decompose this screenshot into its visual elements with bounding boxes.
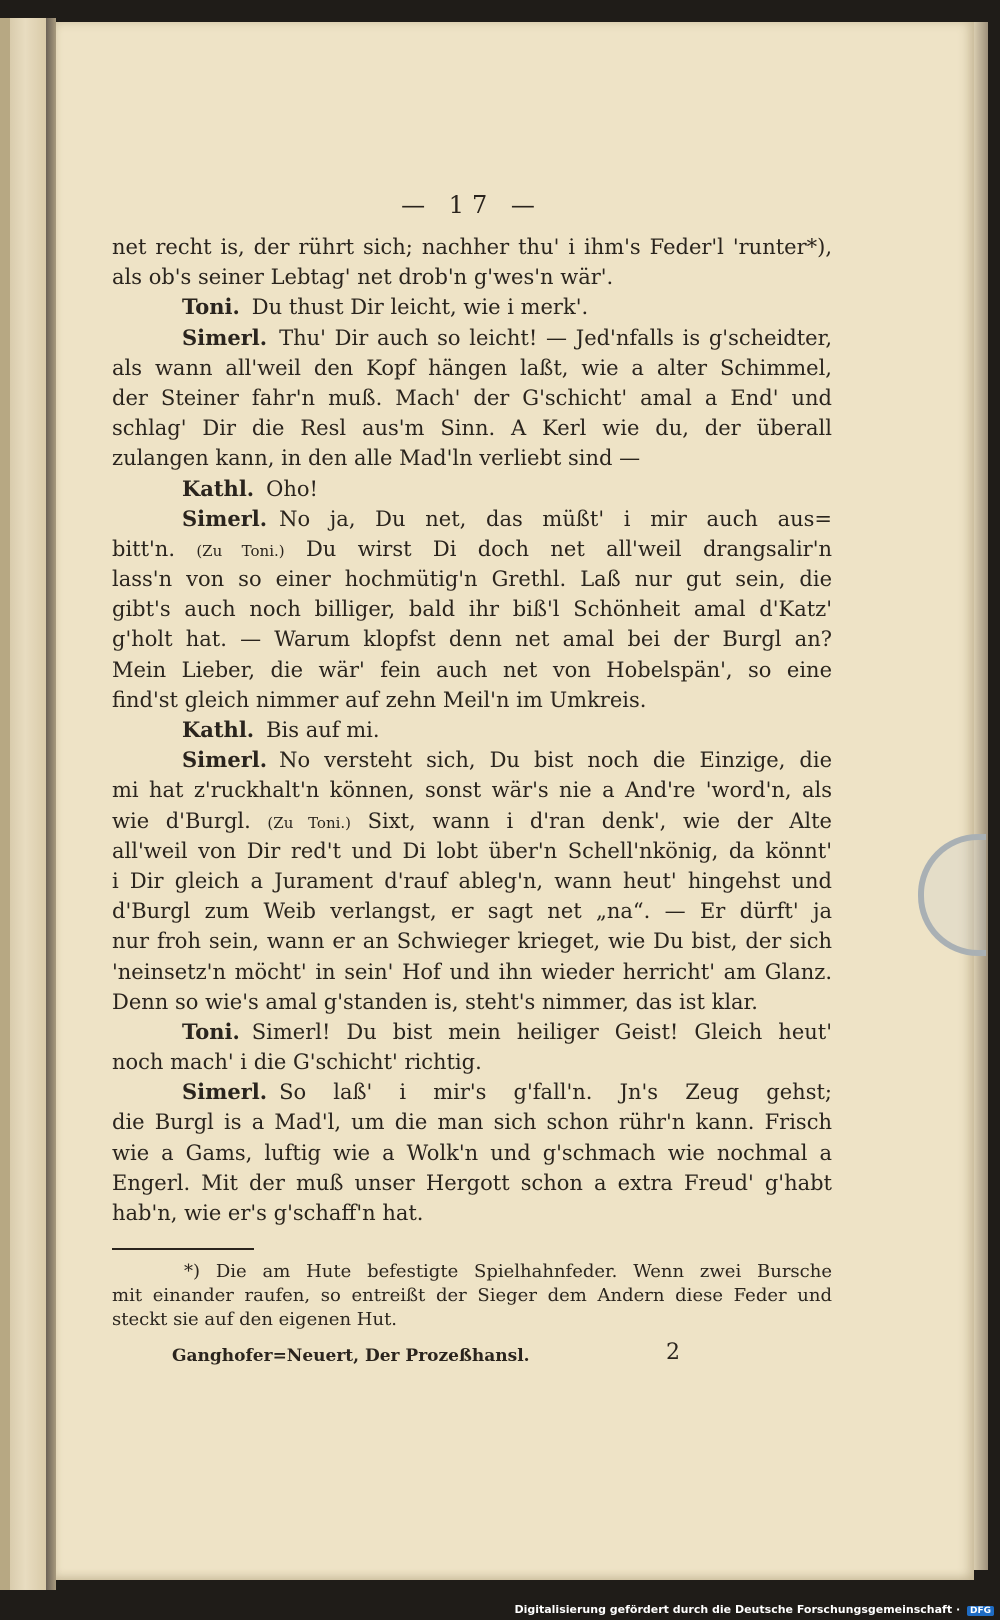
- text-line: [112, 292, 832, 322]
- text-line: [112, 594, 832, 624]
- text-line: [112, 775, 832, 805]
- line-text: d'Burgl zum Weib verlangst, er sagt net „na“. — Er dürft' ja: [112, 899, 832, 924]
- text-line: [112, 474, 832, 504]
- text-line: [112, 1168, 832, 1198]
- text-line: [112, 413, 832, 443]
- line-text: Sixt, wann i d'ran denk', wie der Alte: [367, 808, 832, 833]
- left-board-shadow: [0, 18, 10, 1590]
- line-text: find'st gleich nimmer auf zehn Meil'n im Umkreis.: [112, 687, 647, 712]
- text-line: [112, 624, 832, 654]
- line-text: Du wirst Di doch net all'weil drangsalir'n: [305, 536, 832, 561]
- sheet-signature-number: 2: [666, 1340, 680, 1366]
- text-line: [112, 504, 832, 534]
- line-text: der Steiner fahr'n muß. Mach' der G'schicht' amal a End' und: [112, 385, 832, 410]
- text-line: [112, 1138, 832, 1168]
- speaker-name: Kathl.: [182, 717, 255, 742]
- line-text: Thu' Dir auch so leicht! — Jed'nfalls is g'scheidter,: [279, 325, 832, 350]
- line-text: 'neinsetz'n möcht' in sein' Hof und ihn wieder herricht' am Glanz.: [112, 959, 832, 984]
- text-line: [112, 353, 832, 383]
- line-text: Mein Lieber, die wär' fein auch net von Hobelspän', so eine: [112, 657, 832, 682]
- text-line: [112, 383, 832, 413]
- footnote-line: *) Die am Hute befestigte Spielhahnfeder. Wenn zwei Bursche: [184, 1261, 832, 1283]
- printer-signature: Ganghofer=Neuert, Der Prozeßhansl.: [172, 1346, 530, 1367]
- book-gutter: [46, 18, 56, 1590]
- text-line: [112, 232, 832, 262]
- line-text: all'weil von Dir red't und Di lobt über'n Schell'nkönig, da könnt': [112, 838, 832, 863]
- line-text: Bis auf mi.: [266, 718, 380, 742]
- line-text: gibt's auch noch billiger, bald ihr biß'l Schönheit amal d'Katz': [112, 597, 832, 622]
- line-text: g'holt hat. — Warum klopfst denn net amal bei der Burgl an?: [112, 627, 832, 652]
- text-line: [112, 715, 832, 745]
- footnote: [112, 1260, 832, 1332]
- line-text: schlag' Dir die Resl aus'm Sinn. A Kerl wie du, der überall: [112, 416, 832, 441]
- speaker-name: Simerl.: [182, 505, 268, 531]
- line-text: net recht is, der rührt sich; nachher thu' i ihm's Feder'l 'runter*),: [112, 235, 832, 259]
- text-line: [112, 987, 832, 1017]
- text-line: [112, 836, 832, 866]
- line-text: So laß' i mir's g'fall'n. Jn's Zeug gehst;: [279, 1080, 832, 1105]
- text-line: [112, 655, 832, 685]
- credit-text: Digitalisierung gefördert durch die Deutsche Forschungsgemeinschaft: [514, 1603, 953, 1616]
- body-text: [112, 232, 832, 1228]
- line-text: bitt'n.: [112, 536, 176, 561]
- footnote-line: mit einander raufen, so entreißt der Sieger dem Andern diese Feder und: [112, 1285, 832, 1307]
- text-line: [112, 1107, 832, 1137]
- line-text: nur froh sein, wann er an Schwieger krieget, wie Du bist, der sich: [112, 929, 832, 954]
- line-text: als ob's seiner Lebtag' net drob'n g'wes'n wär'.: [112, 265, 614, 290]
- text-line: [112, 685, 832, 715]
- line-text: die Burgl is a Mad'l, um die man sich schon rühr'n kann. Frisch: [112, 1110, 832, 1135]
- line-text: lass'n von so einer hochmütig'n Grethl. Laß nur gut sein, die: [112, 567, 832, 592]
- speaker-name: Simerl.: [182, 324, 268, 350]
- line-text: mi hat z'ruckhalt'n können, sonst wär's nie a And're 'word'n, als: [112, 778, 832, 803]
- speaker-name: Toni.: [182, 1018, 240, 1044]
- line-text: zulangen kann, in den alle Mad'ln verliebt sind —: [112, 446, 641, 471]
- stage-direction: (Zu Toni.): [267, 813, 352, 832]
- line-text: No versteht sich, Du bist noch die Einzige, die: [279, 748, 832, 773]
- text-line: [112, 564, 832, 594]
- text-line: [112, 866, 832, 896]
- dfg-logo-icon: DFG: [967, 1606, 994, 1616]
- text-line: [112, 806, 832, 836]
- stage-direction: (Zu Toni.): [196, 541, 285, 560]
- text-line: [112, 1077, 832, 1107]
- speaker-name: Simerl.: [182, 1079, 268, 1105]
- digitization-credit: Digitalisierung gefördert durch die Deutsche Forschungsgemeinschaft · DFG: [514, 1603, 994, 1616]
- text-line: [112, 534, 832, 564]
- line-text: wie a Gams, luftig wie a Wolk'n und g'schmach wie nochmal a: [112, 1140, 832, 1165]
- text-line: [112, 957, 832, 987]
- text-line: [112, 745, 832, 775]
- page-number: — 17 —: [401, 191, 543, 219]
- text-line: [112, 1017, 832, 1047]
- line-text: hab'n, wie er's g'schaff'n hat.: [112, 1201, 424, 1225]
- line-text: Denn so wie's amal g'standen is, steht's nimmer, das ist klar.: [112, 989, 758, 1014]
- line-text: Engerl. Mit der muß unser Hergott schon a extra Freud' g'habt: [112, 1170, 832, 1195]
- text-line: [112, 443, 832, 473]
- text-line: [112, 323, 832, 353]
- text-line: [112, 896, 832, 926]
- line-text: noch mach' i die G'schicht' richtig.: [112, 1050, 482, 1075]
- text-line: [112, 1198, 832, 1228]
- signature-row: [112, 1340, 832, 1374]
- line-text: i Dir gleich a Jurament d'rauf ableg'n, wann heut' hingehst und: [112, 868, 832, 893]
- speaker-name: Toni.: [182, 294, 240, 320]
- speaker-name: Simerl.: [182, 747, 268, 773]
- line-text: Simerl! Du bist mein heiliger Geist! Gleich heut': [251, 1019, 832, 1044]
- text-line: [112, 926, 832, 956]
- speaker-name: Kathl.: [182, 475, 255, 501]
- line-text: Du thust Dir leicht, wie i merk'.: [251, 295, 589, 320]
- line-text: Oho!: [266, 476, 318, 501]
- text-line: [112, 262, 832, 292]
- footnote-rule: [112, 1248, 254, 1250]
- right-page-edge: [974, 22, 988, 1570]
- footnote-line: steckt sie auf den eigenen Hut.: [112, 1309, 398, 1331]
- page-text-block: [112, 182, 832, 1374]
- line-text: No ja, Du net, das müßt' i mir auch aus=: [279, 506, 832, 531]
- line-text: als wann all'weil den Kopf hängen laßt, wie a alter Schimmel,: [112, 355, 832, 380]
- line-text: wie d'Burgl.: [112, 808, 251, 833]
- text-line: [112, 1047, 832, 1077]
